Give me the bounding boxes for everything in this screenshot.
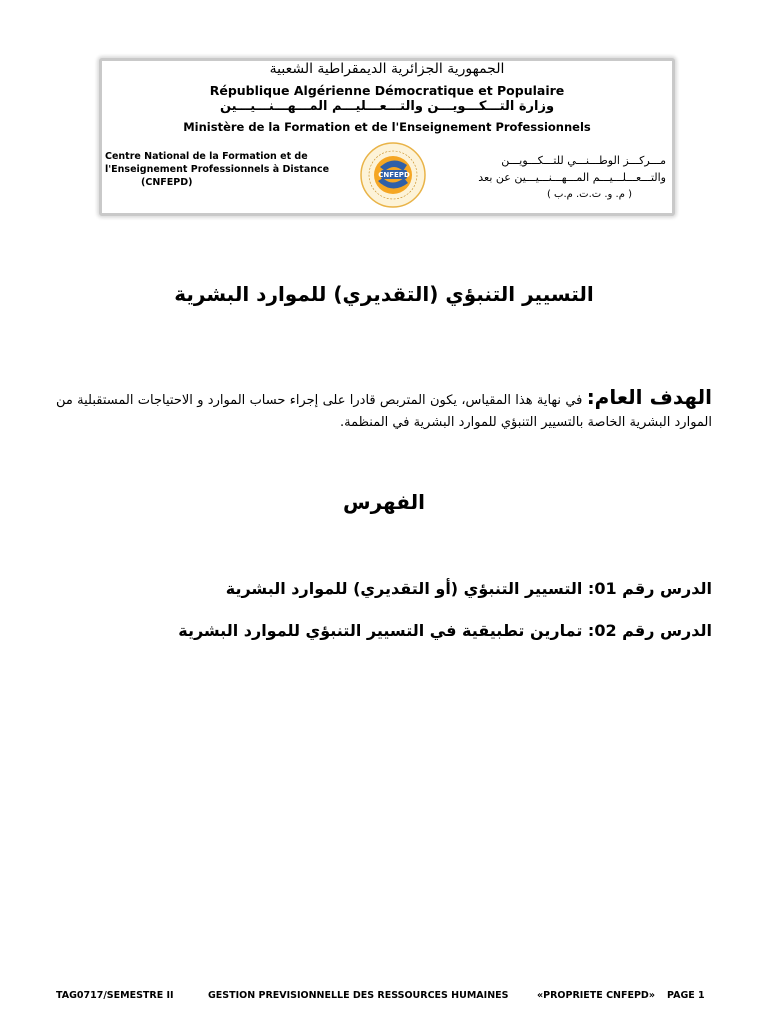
letterhead <box>99 58 675 216</box>
toc-lesson-02: الدرس رقم 02: تمارين تطبيقية في التسيير التنبؤي للموارد البشرية <box>178 621 712 640</box>
arabic-republic-name: الجمهورية الجزائرية الديمقراطية الشعبية <box>269 61 505 77</box>
french-center-line: l'Enseignement Professionnels à Distance <box>105 164 330 175</box>
document-title: التسيير التنبؤي (التقديري) للموارد البشرية <box>174 282 594 306</box>
footer-property: «PROPRIETE CNFEPD» <box>537 990 655 1001</box>
arabic-center-line: والتـــعـــلـــيـــم المـــهـــنـــيـــين عن بعد <box>478 171 666 184</box>
french-republic-name: République Algérienne Démocratique et Populaire <box>209 83 565 98</box>
footer-course-code: TAG0717/SEMESTRE II <box>56 990 174 1001</box>
french-ministry-name: Ministère de la Formation et de l'Enseignement Professionnels <box>183 120 591 134</box>
french-center-line: Centre National de la Formation et de <box>105 151 308 162</box>
toc-lesson-01: الدرس رقم 01: التسيير التنبؤي (أو التقديري) للموارد البشرية <box>225 579 712 598</box>
arabic-ministry-name: وزارة التـــكـــويـــن والتـــعـــليـــم المـــهـــنـــيـــين <box>219 99 555 114</box>
arabic-center-line: مـــركـــز الوطـــنـــي للتـــكـــويـــن <box>501 154 666 167</box>
footer-page-number: PAGE 1 <box>667 990 705 1001</box>
table-of-contents-title: الفهرس <box>342 490 425 514</box>
french-center-acronym: (CNFEPD) <box>141 177 193 188</box>
footer-subject: GESTION PREVISIONNELLE DES RESSOURCES HUMAINES <box>208 990 509 1001</box>
arabic-center-acronym: ( م. و. ت.ت. م.ب ) <box>546 189 632 200</box>
french-center-name <box>105 150 330 189</box>
objective-label: الهدف العام: <box>586 385 712 409</box>
general-objective <box>56 386 712 434</box>
arabic-center-name <box>466 152 666 203</box>
logo-text: CNFEPD <box>378 171 410 179</box>
cnfepd-logo-icon <box>358 141 428 209</box>
objective-text: في نهاية هذا المقياس، يكون المتربص قادرا على إجراء حساب الموارد و الاحتياجات المستقبلية من الموارد البشرية الخاصة بالتسيير التنبؤي للموارد البشرية في المنظمة. <box>56 393 712 430</box>
